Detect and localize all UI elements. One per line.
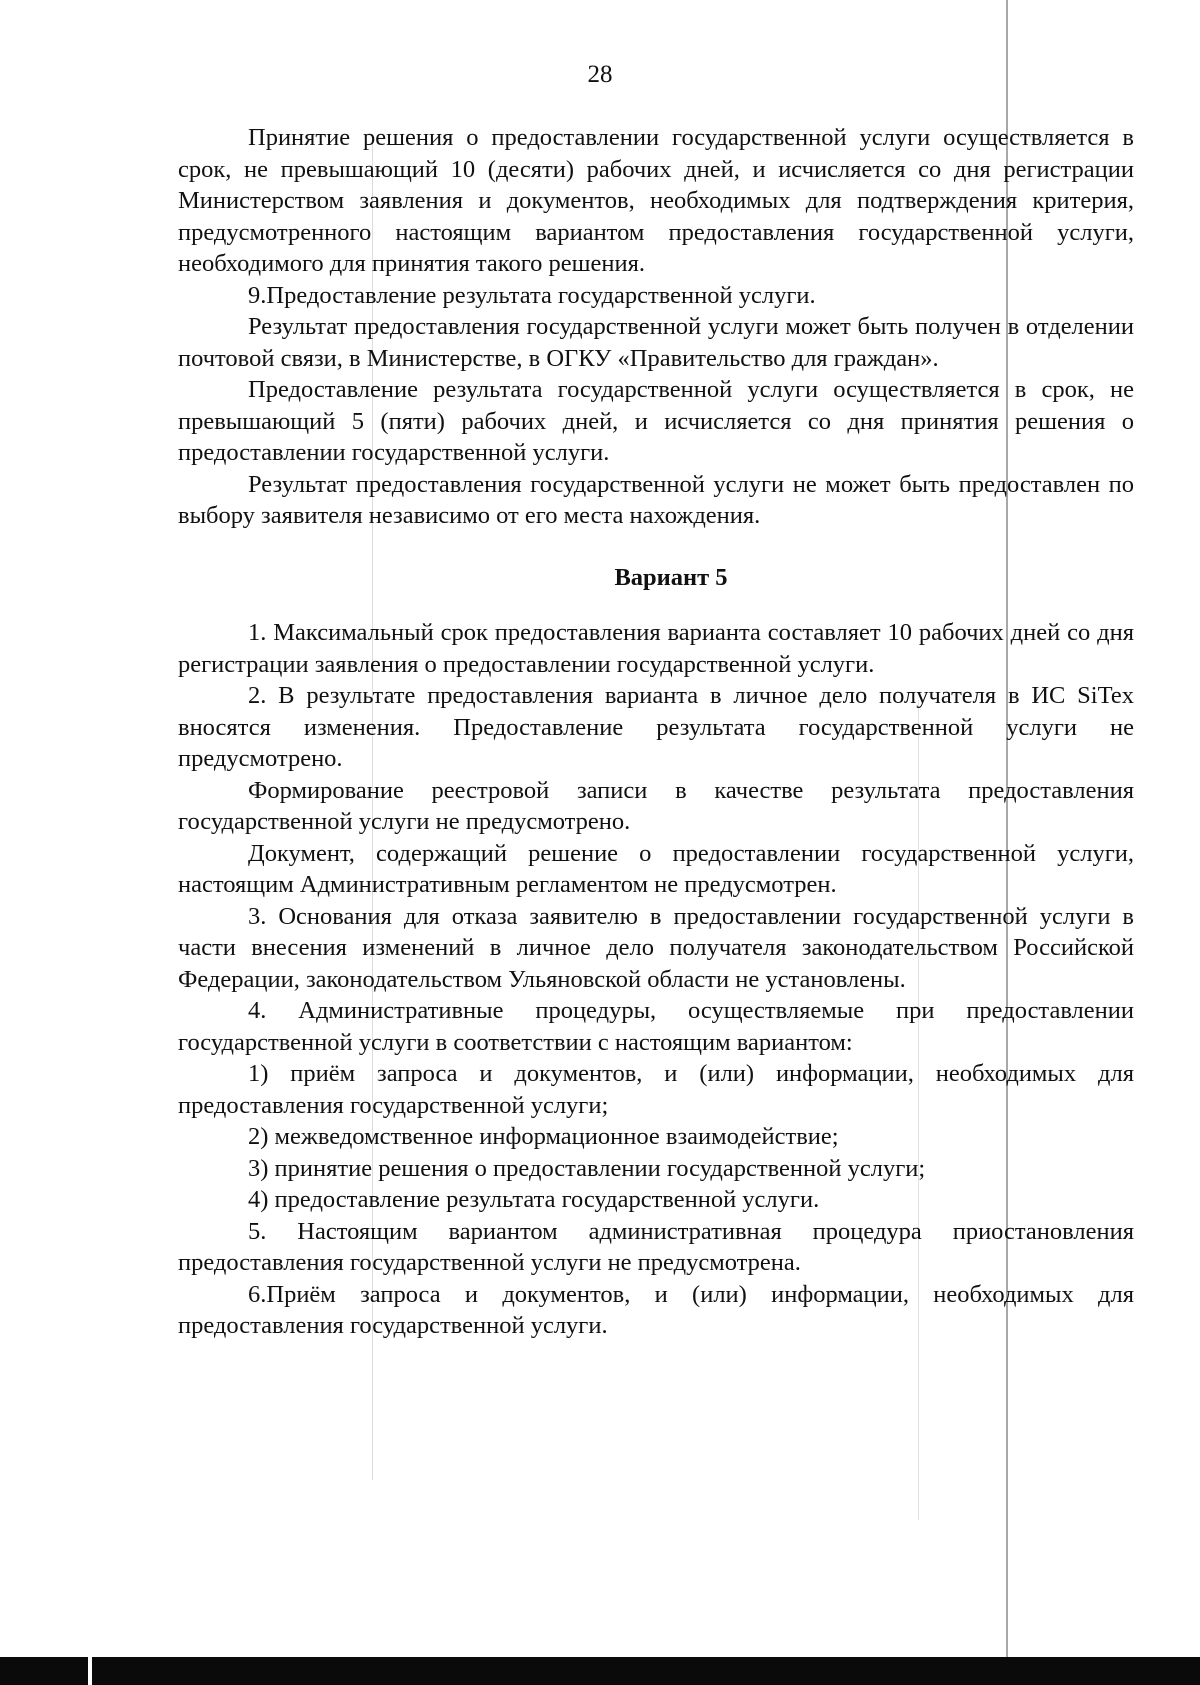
paragraph: Формирование реестровой записи в качестве результата предоставления государственной услуги не предусмотрено. bbox=[178, 776, 1134, 835]
paragraph: Принятие решения о предоставлении государственной услуги осуществляется в срок, не превышающий 10 (десяти) рабочих дней, и исчисляется со дня регистрации Министерством заявления и документов, необходимых для подтверждения критерия, предусмотренного настоящим вариантом предоставления государственной услуги, необходимого для принятия такого решения. bbox=[178, 124, 1134, 277]
section-title: 9.Предоставление результата государственной услуги. bbox=[248, 281, 816, 309]
numbered-paragraph: 3. Основания для отказа заявителю в предоставлении государственной услуги в части внесения изменений в личное дело получателя законодательством Российской Федерации, законодательством Ульяновской области не установлены. bbox=[178, 902, 1134, 993]
paragraph: Результат предоставления государственной услуги не может быть предоставлен по выбору заявителя независимо от его места нахождения. bbox=[178, 470, 1134, 529]
paragraph: Документ, содержащий решение о предоставлении государственной услуги, настоящим Административным регламентом не предусмотрен. bbox=[178, 839, 1134, 898]
numbered-paragraph: 5. Настоящим вариантом административная процедура приостановления предоставления государственной услуги не предусмотрена. bbox=[178, 1217, 1134, 1276]
list-item: 2) межведомственное информационное взаимодействие; bbox=[248, 1123, 839, 1150]
list-item: 3) принятие решения о предоставлении государственной услуги; bbox=[248, 1154, 926, 1182]
list-item: 4) предоставление результата государственной услуги. bbox=[248, 1186, 820, 1213]
numbered-paragraph: 2. В результате предоставления варианта в личное дело получателя в ИС SiTex вносятся изменения. Предоставление результата государственной услуги не предусмотрено. bbox=[178, 682, 1134, 772]
scan-border-gap bbox=[88, 1657, 92, 1685]
scan-bottom-border bbox=[0, 1657, 1200, 1685]
variant-heading: Вариант 5 bbox=[614, 563, 728, 591]
paragraph: Результат предоставления государственной услуги может быть получен в отделении почтовой связи, в Министерстве, в ОГКУ «Правительство для граждан». bbox=[178, 313, 1134, 372]
paragraph: Предоставление результата государственной услуги осуществляется в срок, не превышающий 5 (пяти) рабочих дней, и исчисляется со дня принятия решения о предоставлении государственной услуги. bbox=[178, 376, 1134, 466]
document-body bbox=[178, 122, 1134, 1342]
list-item: 1) приём запроса и документов, и (или) информации, необходимых для предоставления государственной услуги; bbox=[178, 1060, 1134, 1119]
section-title: 6.Приём запроса и документов, и (или) информации, необходимых для предоставления государственной услуги. bbox=[178, 1280, 1134, 1339]
numbered-paragraph: 1. Максимальный срок предоставления варианта составляет 10 рабочих дней со дня регистрации заявления о предоставлении государственной услуги. bbox=[178, 619, 1134, 678]
page-number: 28 bbox=[587, 61, 613, 88]
numbered-paragraph: 4. Административные процедуры, осуществляемые при предоставлении государственной услуги в соответствии с настоящим вариантом: bbox=[178, 997, 1134, 1056]
